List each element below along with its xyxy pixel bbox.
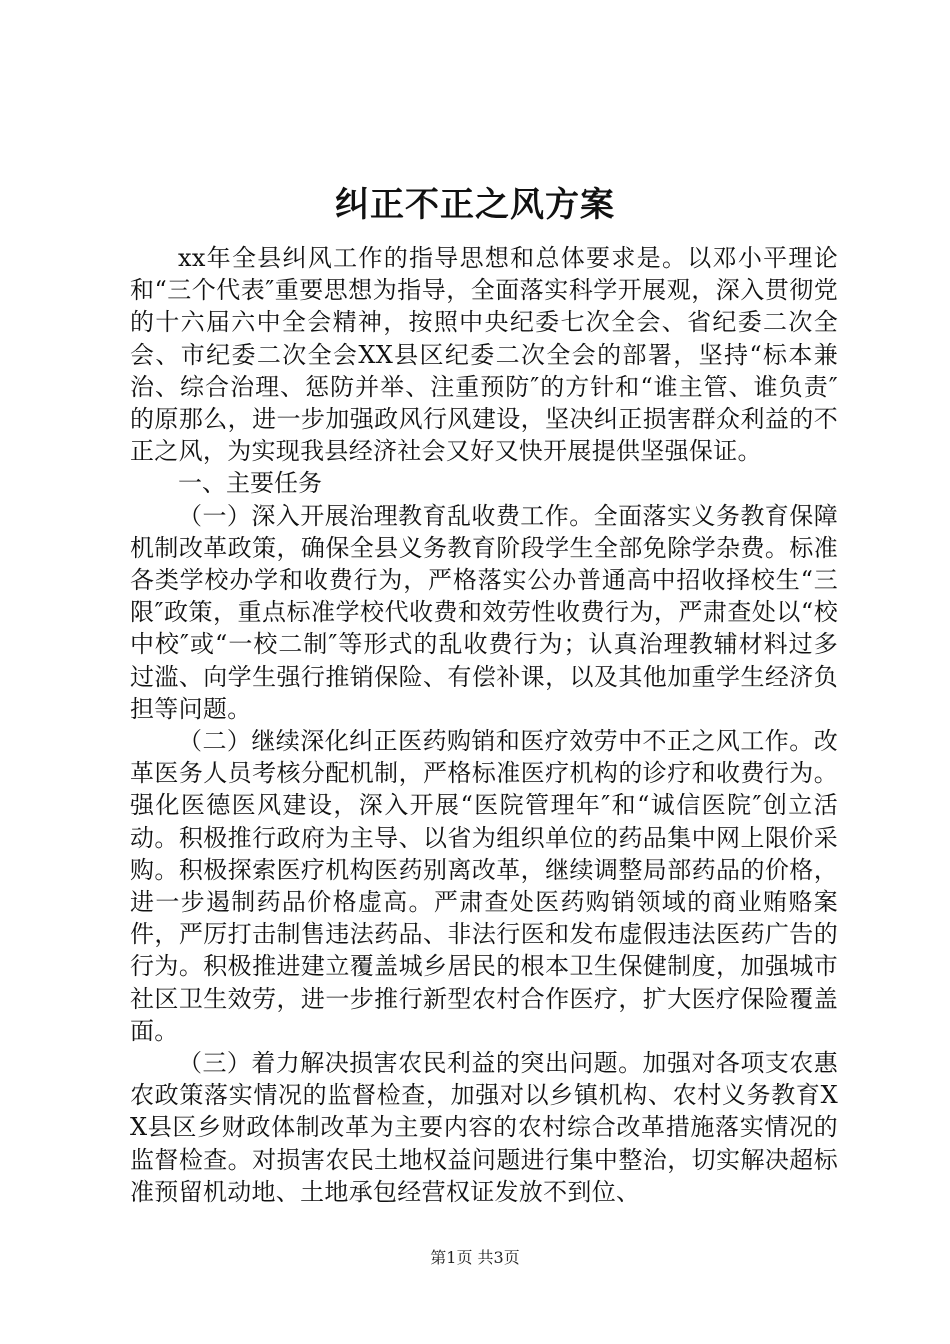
paragraph-task-2: （二）继续深化纠正医药购销和医疗效劳中不正之风工作。改革医务人员考核分配机制，严格标准医疗机构的诊疗和收费行为。强化医德医风建设，深入开展“医院管理年″和“诚信医院″创立活动。积极推行政府为主导、以省为组织单位的药品集中网上限价采购。积极探索医疗机构医药别离改革，继续调整局部药品的价格，进一步遏制药品价格虚高。严肃查处医药购销领域的商业贿赂案件，严厉打击制售违法药品、非法行医和发布虚假违法医药广告的行为。积极推进建立覆盖城乡居民的根本卫生保健制度，加强城市社区卫生效劳，进一步推行新型农村合作医疗，扩大医疗保险覆盖面。: [130, 727, 838, 1045]
document-title: 纠正不正之风方案: [335, 185, 615, 225]
paragraph-task-1: （一）深入开展治理教育乱收费工作。全面落实义务教育保障机制改革政策，确保全县义务教育阶段学生全部免除学杂费。标准各类学校办学和收费行为，严格落实公办普通高中招收择校生“三限″政策，重点标准学校代收费和效劳性收费行为，严肃查处以“校中校″或“一校二制″等形式的乱收费行为；认真治理教辅材料过多过滥、向学生强行推销保险、有偿补课，以及其他加重学生经济负担等问题。: [130, 501, 838, 723]
paragraph-task-3: （三）着力解决损害农民利益的突出问题。加强对各项支农惠农政策落实情况的监督检查，加强对以乡镇机构、农村义务教育XX县区乡财政体制改革为主要内容的农村综合改革措施落实情况的监督检查。对损害农民土地权益问题进行集中整治，切实解决超标准预留机动地、土地承包经营权证发放不到位、: [130, 1049, 838, 1206]
paragraph-intro: xx年全县纠风工作的指导思想和总体要求是。以邓小平理论和“三个代表″重要思想为指导，全面落实科学开展观，深入贯彻党的十六届六中全会精神，按照中央纪委七次全会、省纪委二次全会、市纪委二次全会XX县区纪委二次全会的部署，坚持“标本兼治、综合治理、惩防并举、注重预防″的方针和“谁主管、谁负责″的原那么，进一步加强政风行风建设，坚决纠正损害群众利益的不正之风，为实现我县经济社会又好又快开展提供坚强保证。: [130, 244, 838, 466]
page-number-footer: 第1页 共3页: [430, 1248, 520, 1267]
document-body: [130, 242, 838, 1208]
section-heading-main-tasks: 一、主要任务: [178, 469, 322, 498]
